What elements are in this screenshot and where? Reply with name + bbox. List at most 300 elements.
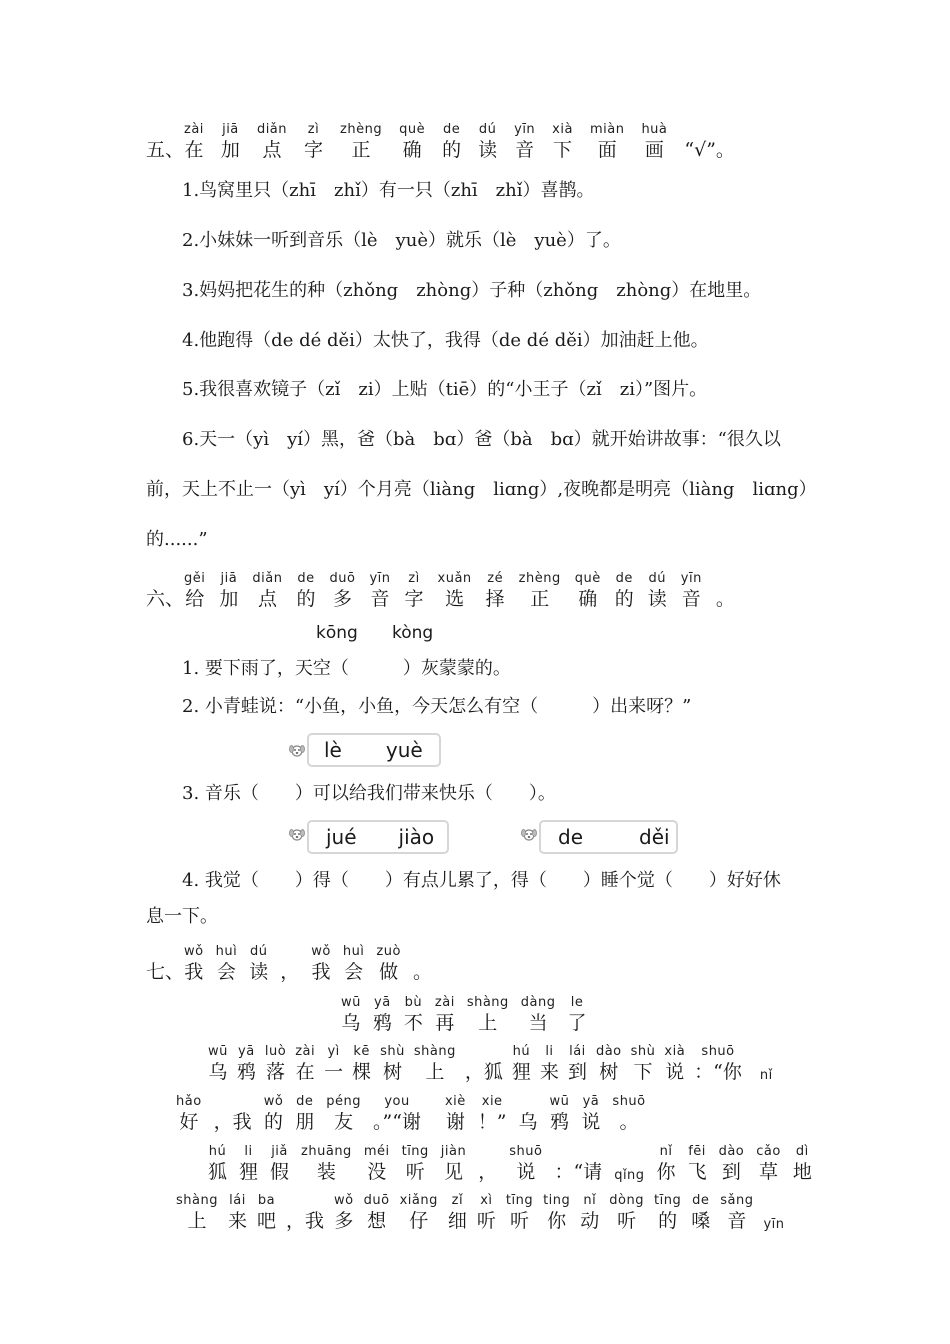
ruby-char [519, 571, 561, 611]
s5-item-6-end: 的......” [146, 529, 208, 550]
ruby-char [435, 995, 455, 1035]
ruby-char [568, 995, 587, 1035]
ruby-char [296, 571, 315, 611]
pinyin: xì [480, 1193, 493, 1208]
hanzi: 了 [567, 1012, 587, 1034]
s6-question-1: 1. 要下雨了，天空（ ）灰蒙蒙的。 [182, 658, 511, 679]
hanzi: 做 [379, 961, 399, 983]
pinyin: jiā [222, 122, 239, 137]
kong-option-1: kōng [316, 623, 358, 643]
hanzi: 鸦 [372, 1012, 392, 1034]
hanzi: 草 [759, 1161, 779, 1183]
pinyin: tīng [654, 1193, 682, 1208]
pinyin: yā [238, 1044, 255, 1059]
pinyin: huì [342, 944, 365, 959]
hanzi: 地 [792, 1161, 812, 1183]
s5-item-4: 4.他跑得（de dé děi）太快了，我得（de dé děi）加油赶上他。 [182, 330, 709, 351]
hanzi: 狸 [511, 1061, 531, 1083]
section-number: 七、 [146, 961, 185, 983]
hanzi: 乌 [341, 1012, 361, 1034]
ruby-char [590, 122, 624, 162]
hanzi: 装 [316, 1161, 336, 1183]
ruby-char [364, 1144, 390, 1184]
hanzi: ，狐 [464, 1061, 503, 1083]
pinyin: wū [341, 995, 361, 1010]
ruby-char [612, 1094, 645, 1134]
hanzi: 正 [530, 588, 550, 610]
hanzi: ：“请 [554, 1161, 603, 1183]
ruby-char [270, 1144, 289, 1184]
ruby-char [286, 1193, 324, 1233]
hanzi: ：“你 [694, 1061, 742, 1083]
pinyin: you [384, 1094, 410, 1109]
ruby-char [657, 1144, 676, 1184]
ruby-char [581, 1094, 600, 1134]
ruby-char [719, 1144, 745, 1184]
ruby-char [376, 944, 401, 984]
ruby-char [252, 571, 282, 611]
pinyin: dú [648, 571, 666, 586]
ruby-char [343, 944, 365, 984]
pinyin: yīn [514, 122, 536, 137]
pinyin: xià [664, 1044, 686, 1059]
hanzi: 假 [270, 1161, 290, 1183]
ruby-char [575, 571, 601, 611]
ruby-char [214, 1094, 252, 1134]
ruby-char [554, 1144, 602, 1184]
ruby-char [596, 1044, 622, 1084]
hanzi: 动 [580, 1210, 600, 1232]
ruby-char [641, 122, 667, 162]
pinyin: yā [374, 995, 391, 1010]
pinyin: jiàn [440, 1144, 467, 1159]
pinyin: huà [641, 122, 668, 137]
s6-question-2: 2. 小青蛙说：“小鱼，小鱼，今天怎么有空（ ）出来呀？” [182, 696, 692, 717]
ruby-char [334, 1193, 354, 1233]
s5-item-1: 1.鸟窝里只（zhī zhǐ）有一只（zhī zhǐ）喜鹊。 [182, 180, 595, 201]
ruby-char [648, 571, 667, 611]
pinyin: jiǎ [271, 1144, 288, 1159]
title-suffix: 。 [715, 588, 735, 610]
hanzi: 选 [445, 588, 465, 610]
pinyin: jiā [220, 571, 238, 586]
pinyin: de [297, 571, 315, 586]
ruby-char [249, 944, 268, 984]
hanzi: 朋 [295, 1111, 315, 1133]
ruby-char [208, 1144, 227, 1184]
pinyin: li [545, 1044, 554, 1059]
hanzi: 画 [644, 139, 664, 161]
ruby-char [219, 571, 238, 611]
pinyin-box-de-dei [539, 820, 678, 854]
pinyin: yīn [680, 571, 702, 586]
puppy-icon [288, 826, 306, 842]
hanzi: 择 [485, 588, 505, 610]
hanzi: 点 [262, 139, 282, 161]
s5-item-5: 5.我很喜欢镜子（zǐ zi）上贴（tiē）的“小王子（zǐ zi）”图片。 [182, 379, 708, 400]
pinyin: zài [434, 995, 455, 1010]
pinyin: ba [257, 1193, 276, 1208]
hanzi: 确 [402, 139, 422, 161]
hanzi: 面 [597, 139, 617, 161]
hanzi: 落 [266, 1061, 286, 1083]
hanzi: 读 [647, 588, 667, 610]
hanzi: 想 [367, 1210, 387, 1232]
hanzi: 音 [515, 139, 535, 161]
pinyin: xuǎn [437, 571, 472, 586]
hanzi: 吧 [257, 1210, 277, 1232]
pinyin: dú [249, 944, 268, 959]
ruby-char [324, 1044, 343, 1084]
hanzi: 你 [547, 1210, 567, 1232]
ruby-char [369, 571, 390, 611]
s6-question-3: 3. 音乐（ ）可以给我们带来快乐（ ）。 [182, 783, 556, 804]
pinyin: shuō [612, 1094, 646, 1109]
pinyin: diǎn [256, 122, 288, 137]
hanzi: 的 [614, 588, 634, 610]
hanzi: 鸦 [549, 1111, 569, 1133]
box2-pinyin-1: jué [326, 825, 357, 849]
ruby-char [311, 944, 331, 984]
hanzi: 当 [528, 1012, 548, 1034]
pinyin: zì [307, 122, 320, 137]
hanzi: 说 [581, 1111, 601, 1133]
hanzi: 给 [185, 588, 205, 610]
ruby-char [465, 1044, 503, 1084]
pinyin: yīn [369, 571, 391, 586]
hanzi: 确 [578, 588, 598, 610]
s5-item-6: 6.天一（yì yí）黑，爸（bà bɑ）爸（bà bɑ）就开始讲故事：“很久以 [182, 429, 781, 450]
hanzi: 会 [344, 961, 364, 983]
hanzi: 的 [442, 139, 462, 161]
pinyin: shàng [466, 995, 509, 1010]
story-line-2 [176, 1094, 670, 1134]
section-number: 六、 [146, 588, 185, 610]
hanzi: 好 [179, 1111, 199, 1133]
ruby-char [257, 122, 287, 162]
hanzi: 读 [478, 139, 498, 161]
pinyin: li [244, 1144, 253, 1159]
hanzi: 细 [447, 1210, 467, 1232]
hanzi: 乌 [518, 1111, 538, 1133]
ruby-char [664, 1044, 685, 1084]
ruby-char [478, 1094, 507, 1134]
hanzi: 在 [295, 1061, 315, 1083]
ruby-char [399, 122, 425, 162]
hanzi: 。”“谢 [373, 1111, 421, 1133]
hanzi: 你 [656, 1161, 676, 1183]
pinyin: zhèng [518, 571, 561, 586]
ruby-char [176, 1193, 218, 1233]
pinyin: hú [512, 1044, 531, 1059]
ruby-char [609, 1193, 644, 1233]
pinyin: zǐ [451, 1193, 464, 1208]
pinyin: zài [295, 1044, 316, 1059]
hanzi: 我 [311, 961, 331, 983]
ruby-char [264, 1094, 284, 1134]
ruby-char [352, 1044, 371, 1084]
pinyin: dàng [520, 995, 556, 1010]
hanzi: 字 [304, 139, 324, 161]
pinyin: de [296, 1094, 314, 1109]
pinyin: yì [327, 1044, 340, 1059]
hanzi: ，我 [286, 1210, 325, 1232]
puppy-icon [288, 742, 306, 758]
pinyin: wū [549, 1094, 570, 1109]
hanzi: 鸦 [236, 1061, 256, 1083]
ruby-char [691, 1193, 710, 1233]
pinyin: gěi [184, 571, 206, 586]
hanzi: 。 [412, 961, 432, 983]
hanzi: 狐 [208, 1161, 228, 1183]
ruby-char [280, 944, 299, 984]
hanzi: 说 [516, 1161, 536, 1183]
hanzi: 仔 [409, 1210, 429, 1232]
pinyin: sǎng [720, 1193, 754, 1208]
ruby-char [414, 1044, 456, 1084]
pinyin: cǎo [756, 1144, 781, 1159]
pinyin: tīng [505, 1193, 534, 1208]
story-title [341, 995, 599, 1035]
ruby-char [364, 1193, 390, 1233]
ruby-char [756, 1144, 781, 1184]
pinyin-box-jue-jiao [307, 820, 449, 854]
ruby-char [228, 1193, 247, 1233]
hanzi: 没 [367, 1161, 387, 1183]
pinyin: kē [353, 1044, 370, 1059]
box1-pinyin-2: yuè [385, 738, 423, 762]
hanzi: 上 [425, 1061, 445, 1083]
hanzi: 下 [633, 1061, 653, 1083]
ruby-char [184, 944, 204, 984]
pinyin: wǒ [334, 1193, 354, 1208]
ruby-char [654, 1193, 681, 1233]
hanzi: 狸 [239, 1161, 259, 1183]
pinyin: dú [478, 122, 497, 137]
pinyin: de [442, 122, 461, 137]
hanzi: 音 [370, 588, 390, 610]
hanzi: 树 [383, 1061, 403, 1083]
ruby-char [478, 1144, 497, 1184]
pinyin: zì [408, 571, 420, 586]
pinyin: luò [264, 1044, 287, 1059]
ruby-char [301, 1144, 352, 1184]
ruby-char [265, 1044, 286, 1084]
ruby-char [568, 1044, 587, 1084]
pinyin: le [570, 995, 584, 1010]
pinyin: tīng [401, 1144, 429, 1159]
ruby-char [509, 1144, 542, 1184]
hanzi: 我 [184, 961, 204, 983]
section6-title [146, 571, 735, 611]
hanzi: 下 [553, 139, 573, 161]
ruby-char [184, 122, 204, 162]
ruby-char [257, 1193, 276, 1233]
ruby-char [304, 122, 323, 162]
hanzi: ！” [477, 1111, 507, 1133]
pinyin: lái [229, 1193, 246, 1208]
ruby-char [221, 122, 240, 162]
hanzi: 音 [681, 588, 701, 610]
pinyin: hú [208, 1144, 227, 1159]
ruby-char [681, 571, 702, 611]
ruby-char [477, 1193, 496, 1233]
pinyin: ting [543, 1193, 571, 1208]
pinyin: nǐ [583, 1193, 597, 1208]
hanzi: 树 [599, 1061, 619, 1083]
hanzi: 乌 [208, 1061, 228, 1083]
pinyin: zé [487, 571, 504, 586]
ruby-char [550, 1094, 570, 1134]
pinyin: duō [329, 571, 356, 586]
pinyin: duō [363, 1193, 390, 1208]
hanzi: 说 [665, 1061, 685, 1083]
ruby-char [467, 995, 509, 1035]
hanzi: 不 [403, 1012, 423, 1034]
ruby-char [615, 571, 634, 611]
pinyin: wǒ [311, 944, 331, 959]
ruby-char [552, 122, 573, 162]
s5-item-3: 3.妈妈把花生的种（zhǒng zhòng）子种（zhǒng zhòng）在地里。 [182, 280, 762, 301]
hanzi: 听 [617, 1210, 637, 1232]
s6-question-4: 4. 我觉（ ）得（ ）有点儿累了，得（ ）睡个觉（ ）好好休 [182, 870, 781, 891]
hanzi: 会 [216, 961, 236, 983]
hanzi: 的 [296, 588, 316, 610]
pinyin: de [615, 571, 633, 586]
hanzi: 音 [727, 1210, 747, 1232]
hanzi: 友 [334, 1111, 354, 1133]
ruby-char [239, 1144, 258, 1184]
ruby-char [326, 1094, 361, 1134]
hanzi: 来 [539, 1061, 559, 1083]
pinyin-box-le-yue [307, 733, 441, 767]
ruby-char [506, 1193, 533, 1233]
hanzi: ， [478, 1161, 498, 1183]
ruby-char [793, 1144, 812, 1184]
hanzi: 一 [324, 1061, 344, 1083]
ruby-char [519, 1094, 538, 1134]
ruby-char [543, 1193, 570, 1233]
story-line-3 [208, 1144, 824, 1184]
ruby-char [340, 122, 382, 162]
ruby-char [184, 571, 205, 611]
ruby-char [763, 1217, 784, 1233]
ruby-char [448, 1193, 467, 1233]
pinyin: qǐng [614, 1168, 645, 1183]
kong-option-2: kòng [392, 623, 434, 643]
pinyin: lái [569, 1044, 586, 1059]
box2-pinyin-2: jiào [398, 825, 435, 849]
ruby-char [237, 1044, 256, 1084]
pinyin: huì [215, 944, 238, 959]
pinyin: zhuāng [301, 1144, 352, 1159]
pinyin: de [692, 1193, 710, 1208]
hanzi: 加 [220, 139, 240, 161]
pinyin: yīn [763, 1217, 785, 1232]
hanzi: 字 [404, 588, 424, 610]
ruby-char [295, 1044, 315, 1084]
hanzi: 听 [509, 1210, 529, 1232]
pinyin: xiè [444, 1094, 466, 1109]
ruby-char [512, 1044, 531, 1084]
hanzi: 见 [444, 1161, 464, 1183]
ruby-char [694, 1044, 742, 1084]
ruby-char [373, 995, 392, 1035]
hanzi: 谢 [445, 1111, 465, 1133]
pinyin: nǐ [759, 1068, 773, 1083]
story-line-1 [208, 1044, 782, 1084]
story-line-4 [176, 1193, 795, 1233]
ruby-char [540, 1044, 559, 1084]
hanzi: 到 [721, 1161, 741, 1183]
hanzi: 再 [435, 1012, 455, 1034]
ruby-char [760, 1068, 773, 1084]
pinyin: shàng [176, 1193, 218, 1208]
hanzi: 的 [658, 1210, 678, 1232]
pinyin: shù [630, 1044, 656, 1059]
ruby-char [404, 995, 423, 1035]
pinyin: zuò [376, 944, 401, 959]
puppy-icon [520, 826, 538, 842]
ruby-char [380, 1044, 405, 1084]
pinyin: wǒ [263, 1094, 284, 1109]
pinyin: miàn [589, 122, 625, 137]
section5-title [146, 122, 735, 162]
section-number: 五、 [146, 139, 185, 161]
pinyin: shàng [413, 1044, 456, 1059]
hanzi: 听 [405, 1161, 425, 1183]
pinyin: wū [208, 1044, 228, 1059]
ruby-char [208, 1044, 228, 1084]
ruby-char [413, 944, 432, 984]
ruby-char [688, 1144, 707, 1184]
hanzi: 上 [478, 1012, 498, 1034]
pinyin: méi [363, 1144, 390, 1159]
hanzi: 听 [476, 1210, 496, 1232]
hanzi: 读 [249, 961, 269, 983]
pinyin: hǎo [176, 1094, 202, 1109]
pinyin: shuō [509, 1144, 543, 1159]
pinyin: dào [718, 1144, 745, 1159]
ruby-char [373, 1094, 421, 1134]
ruby-char [445, 1094, 466, 1134]
ruby-char [478, 122, 497, 162]
pinyin: shuō [701, 1044, 735, 1059]
pinyin: wǒ [184, 944, 204, 959]
box3-pinyin-1: de [558, 825, 583, 849]
s6-question-4-cont: 息一下。 [146, 906, 218, 927]
pinyin: zhèng [340, 122, 383, 137]
hanzi: 正 [351, 139, 371, 161]
pinyin: shù [380, 1044, 405, 1059]
pinyin: yā [582, 1094, 600, 1109]
pinyin: xiǎng [399, 1193, 438, 1208]
hanzi: 。 [619, 1111, 639, 1133]
hanzi: 嗓 [691, 1210, 711, 1232]
pinyin: què [399, 122, 426, 137]
hanzi: 到 [567, 1061, 587, 1083]
ruby-char [405, 571, 424, 611]
hanzi: 加 [219, 588, 239, 610]
section7-title [146, 944, 444, 984]
hanzi: 上 [187, 1210, 207, 1232]
pinyin: dòng [609, 1193, 644, 1208]
ruby-char [442, 122, 461, 162]
ruby-char [486, 571, 505, 611]
title-suffix: “√”。 [684, 139, 735, 161]
ruby-char [514, 122, 535, 162]
ruby-char [400, 1193, 438, 1233]
